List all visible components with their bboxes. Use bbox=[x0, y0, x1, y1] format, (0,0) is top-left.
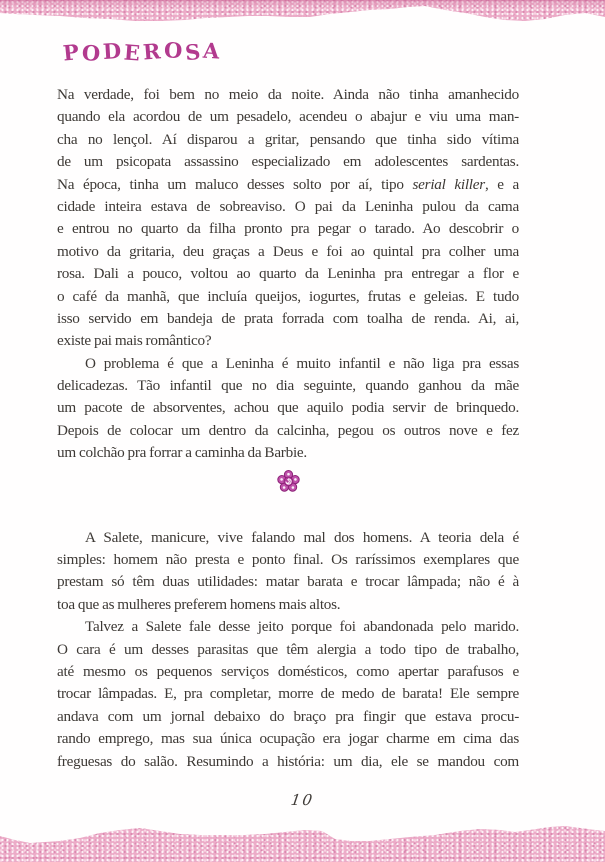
text-line: um pacote de absorventes, achou que aquilo podia servir de brinquedo. bbox=[57, 399, 519, 417]
running-head-title bbox=[63, 38, 223, 65]
header-letter: E bbox=[123, 39, 145, 66]
header-letter: S bbox=[183, 38, 205, 66]
bottom-torn-paper-border bbox=[0, 822, 605, 862]
text-line: Talvez a Salete fale desse jeito porque foi abandonada pelo marido. bbox=[85, 618, 519, 636]
text-line: quando ela acordou de um pesadelo, acendeu o abajur e viu uma man- bbox=[57, 108, 519, 126]
text-line: andava com um jornal debaixo do braço pra fingir que estava procu- bbox=[57, 707, 519, 725]
text-line: Depois de colocar um dentro da calcinha, pegou os outros nove e fez bbox=[57, 421, 519, 439]
paragraph bbox=[57, 84, 519, 353]
text-line: até mesmo os pequenos serviços domésticos, como apertar parafusos e bbox=[57, 662, 519, 680]
text-block bbox=[57, 84, 519, 773]
text-line: simples: homem não presta e ponto final. Os raríssimos exemplares que bbox=[57, 551, 519, 569]
text-line: trocar lâmpadas. E, pra completar, morre de medo de barata! Ele sempre bbox=[57, 685, 519, 703]
header-letter: A bbox=[202, 37, 224, 64]
text-line: existe pai mais romântico? bbox=[57, 332, 212, 350]
text-line: Na verdade, foi bem no meio da noite. Ainda não tinha amanhecido bbox=[57, 86, 519, 103]
header-letter: O bbox=[163, 37, 186, 64]
text-line: rosa. Dali a pouco, voltou ao quarto da Leninha pra entregar a flor e bbox=[57, 265, 519, 283]
header-letter: P bbox=[61, 38, 83, 66]
page-number: 10 bbox=[289, 791, 316, 809]
header-letter: D bbox=[102, 37, 126, 64]
text-line: um colchão pra forrar a caminha da Barbie. bbox=[57, 444, 307, 462]
text-line: toa que as mulheres preferem homens mais altos. bbox=[57, 595, 341, 613]
text-line: e entrou no quarto da filha pronto pra pegar o tarado. Ao descobrir o bbox=[57, 220, 519, 238]
text-line: delicadezas. Tão infantil que no dia seguinte, quando ganhou da mãe bbox=[57, 377, 519, 395]
text-line: rando emprego, mas sua única ocupação era jogar charme em cima das bbox=[57, 730, 519, 748]
text-line: A Salete, manicure, vive falando mal dos homens. A teoria dela é bbox=[85, 528, 519, 546]
text-line: O cara é um desses parasitas que têm alergia a todo tipo de trabalho, bbox=[57, 640, 519, 658]
paragraph bbox=[57, 353, 519, 465]
text-line: freguesas do salão. Resumindo a história: um dia, ele se mandou com bbox=[57, 752, 519, 770]
text-line: cidade inteira estava de sobreaviso. O pai da Leninha pulou da cama bbox=[57, 197, 519, 215]
text-line: Na época, tinha um maluco desses solto por aí, tipo serial killer, e a bbox=[57, 175, 519, 193]
text-line: motivo da gritaria, deu graças a Deus e foi ao quintal pra colher uma bbox=[57, 242, 519, 260]
text-line: O problema é que a Leninha é muito infantil e não liga pra essas bbox=[85, 354, 519, 372]
text-line: cha no lençol. Aí disparou a gritar, pensando que tinha sido vítima bbox=[57, 130, 519, 148]
paragraph bbox=[57, 527, 519, 617]
text-line: de um psicopata assassino especializado em adolescentes sardentas. bbox=[57, 153, 519, 171]
top-torn-paper-border bbox=[0, 0, 605, 24]
flower-ornament-icon bbox=[57, 465, 519, 527]
text-line: prestam só têm duas utilidades: matar barata e trocar lâmpada; não é à bbox=[57, 573, 519, 591]
paragraph bbox=[57, 616, 519, 773]
text-line: o café da manhã, que incluía queijos, iogurtes, frutas e geleias. E tudo bbox=[57, 287, 519, 305]
header-letter: R bbox=[142, 38, 165, 65]
text-line: isso servido em bandeja de prata forrada com toalha de renda. Ai, ai, bbox=[57, 309, 519, 327]
header-letter: O bbox=[81, 39, 104, 67]
